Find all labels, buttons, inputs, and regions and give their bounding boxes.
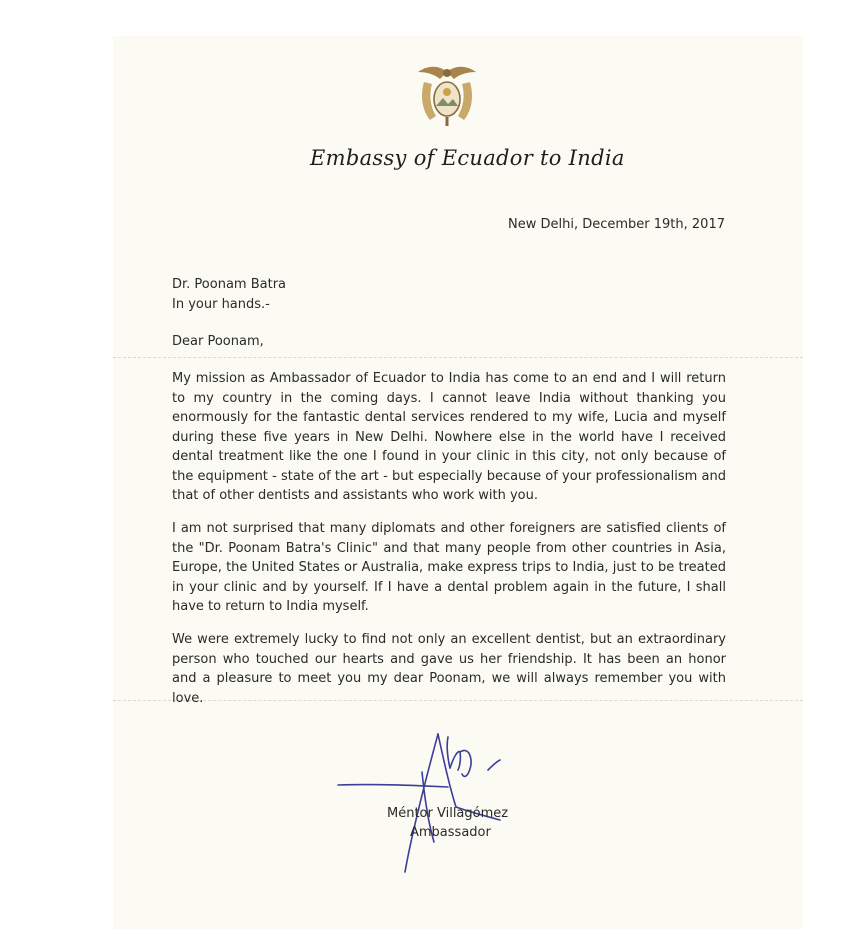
body-paragraph: We were extremely lucky to find not only an excellent dentist, but an extraordinary person who touched our hearts and gave us her friendship. It has been an honor and a pleasure to meet you my dear Poonam, we will always remember you with love.: [172, 632, 726, 706]
body-paragraph: I am not surprised that many diplomats and other foreigners are satisfied clients of the "Dr. Poonam Batra's Clinic" and that many people from other countries in Asia, Europe, the United States or Australia, make express trips to India, just to be treated in your clinic and by yourself. If I have a dental problem again in the future, I shall have to return to India myself.: [172, 521, 726, 614]
recipient-name: Dr. Poonam Batra: [172, 277, 287, 292]
body-paragraph: My mission as Ambassador of Ecuador to India has come to an end and I will return to my country in the coming days. I cannot leave India without thanking you enormously for the fantastic dental services rendered to my wife, Lucia and myself during these five years in New Delhi. Nowhere else in the world have I received dental treatment like the one I found in your clinic in this city, not only because of the equipment - state of the art - but especially because of your professionalism and that of other dentists and assistants who work with you.: [172, 371, 726, 503]
letterhead-title: Embassy of Ecuador to India: [310, 146, 625, 170]
recipient-address-line: In your hands.-: [172, 297, 270, 312]
signer-title: Ambassador: [410, 825, 491, 840]
ecuador-coat-of-arms-icon: [412, 62, 482, 128]
handwritten-signature: [330, 712, 530, 882]
signer-name: Méntor Villagómez: [387, 806, 509, 821]
salutation: Dear Poonam,: [172, 334, 264, 349]
paper-fold-line: [113, 357, 803, 358]
letter-date: New Delhi, December 19th, 2017: [508, 217, 725, 232]
